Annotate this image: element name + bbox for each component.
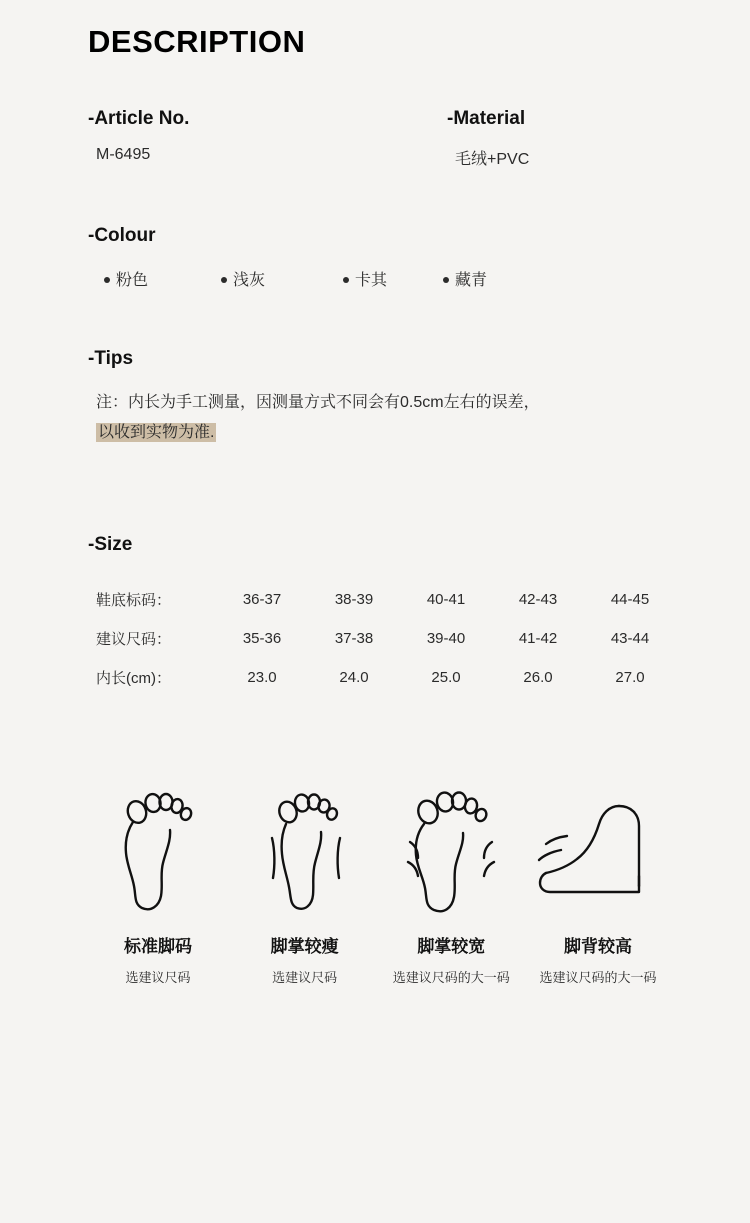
bullet-dot-icon — [104, 277, 110, 283]
table-cell: 43-44 — [610, 630, 650, 647]
article-block — [88, 108, 189, 164]
row-header: 建议尺码： — [96, 631, 172, 648]
foot-type-name: 脚掌较宽 — [417, 937, 486, 956]
foot-type-card — [528, 780, 668, 986]
table-cell: 36-37 — [242, 591, 282, 608]
bullet-dot-icon — [443, 277, 449, 283]
material-block — [447, 108, 529, 169]
colour-option-label: 浅灰 — [233, 272, 266, 289]
foot-type-name: 标准脚码 — [124, 937, 192, 956]
table-cell: 44-45 — [610, 591, 650, 608]
colour-block — [88, 225, 648, 291]
table-cell: 24.0 — [339, 669, 369, 686]
foot-type-desc: 选建议尺码的大一码 — [539, 970, 657, 985]
size-label: -Size — [88, 534, 133, 555]
tips-label: -Tips — [88, 348, 134, 369]
colour-option — [221, 267, 265, 290]
colour-option-label: 藏青 — [455, 272, 488, 289]
article-value: M-6495 — [96, 146, 151, 163]
colour-option-label: 卡其 — [355, 272, 388, 289]
size-table — [96, 580, 676, 697]
colour-option — [343, 267, 387, 290]
table-row — [96, 580, 676, 619]
foot-type-card — [235, 780, 375, 986]
foot-type-guide — [88, 780, 668, 986]
colour-option — [443, 267, 487, 290]
table-cell: 23.0 — [247, 669, 277, 686]
narrow-foot-icon — [235, 780, 375, 920]
high-instep-foot-icon — [528, 780, 668, 920]
foot-type-desc: 选建议尺码 — [272, 970, 338, 985]
tips-highlight: 以收到实物为准. — [98, 424, 215, 441]
table-cell: 40-41 — [426, 591, 466, 608]
colour-option — [104, 267, 148, 290]
tips-line-1: 注：内长为手工测量，因测量方式不同会有0.5cm左右的误差， — [96, 394, 540, 411]
table-cell: 42-43 — [518, 591, 558, 608]
table-cell: 25.0 — [431, 669, 461, 686]
foot-type-desc: 选建议尺码 — [125, 970, 191, 985]
table-cell: 39-40 — [426, 630, 466, 647]
foot-type-name: 脚背较高 — [563, 937, 632, 956]
wide-foot-icon — [381, 780, 521, 920]
table-row — [96, 619, 676, 658]
row-header: 鞋底标码： — [96, 592, 172, 609]
page-title: DESCRIPTION — [88, 24, 306, 59]
bullet-dot-icon — [221, 277, 227, 283]
colour-label: -Colour — [88, 225, 156, 246]
foot-type-desc: 选建议尺码的大一码 — [392, 970, 510, 985]
bullet-dot-icon — [343, 277, 349, 283]
standard-foot-icon — [88, 780, 228, 920]
material-value: 毛绒+PVC — [455, 151, 530, 168]
row-header: 内长(cm)： — [96, 670, 171, 687]
foot-type-card — [381, 780, 521, 986]
material-label: -Material — [447, 108, 526, 129]
table-cell: 37-38 — [334, 630, 374, 647]
article-label: -Article No. — [88, 108, 190, 129]
foot-type-name: 脚掌较瘦 — [270, 937, 339, 956]
colour-option-label: 粉色 — [116, 272, 149, 289]
table-cell: 38-39 — [334, 591, 374, 608]
table-cell: 35-36 — [242, 630, 282, 647]
table-row — [96, 658, 676, 697]
table-cell: 26.0 — [523, 669, 553, 686]
tips-block — [88, 348, 540, 448]
table-cell: 27.0 — [615, 669, 645, 686]
colour-list — [88, 267, 648, 291]
size-block — [88, 534, 676, 697]
tips-line-2 — [96, 418, 540, 448]
table-cell: 41-42 — [518, 630, 558, 647]
foot-type-card — [88, 780, 228, 986]
